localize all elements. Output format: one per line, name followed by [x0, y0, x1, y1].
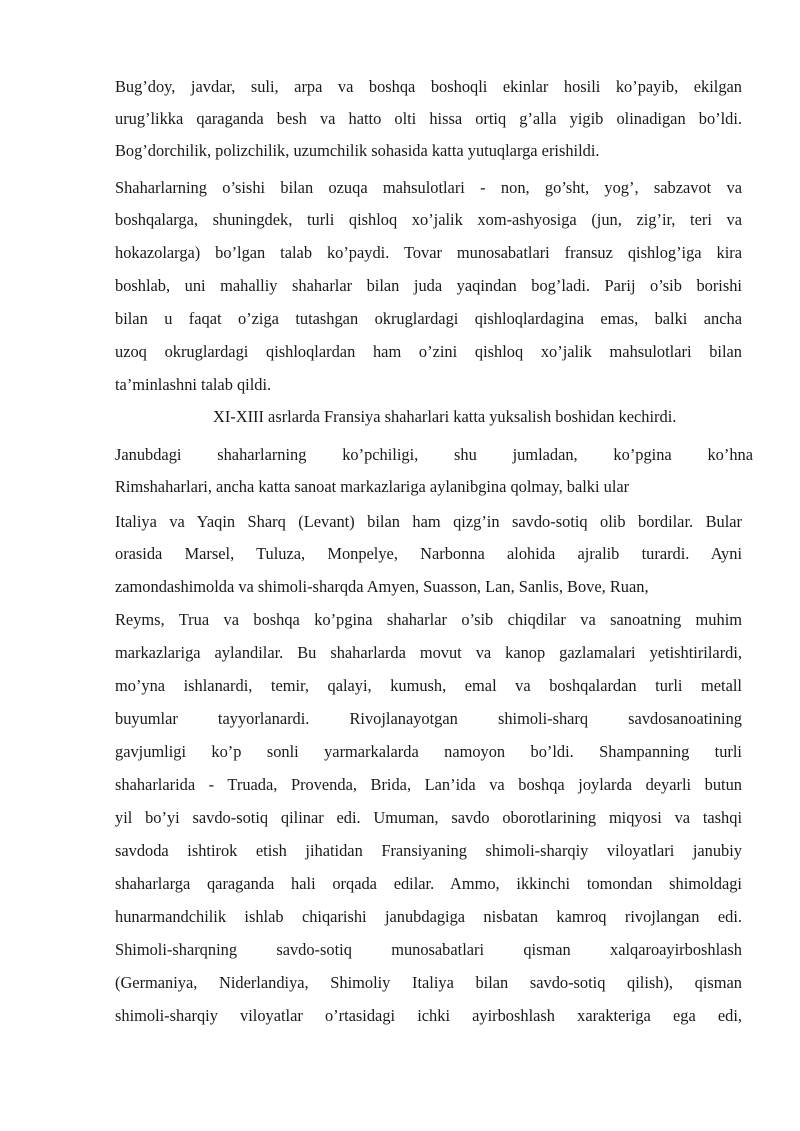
text-line: mo’yna ishlanardi, temir, qalayi, kumush, emal va boshqalardan turli metall	[115, 676, 742, 695]
text-line: (Germaniya, Niderlandiya, Shimoliy Italiya bilan savdo-sotiq qilish), qisman	[115, 973, 742, 992]
text-line: markazlariga aylandilar. Bu shaharlarda movut va kanop gazlamalari yetishtirilardi,	[115, 643, 742, 662]
text-line: uzoq okruglardagi qishloqlardan ham o’zini qishloq xo’jalik mahsulotlari bilan	[115, 342, 742, 361]
text-line: Bug’doy, javdar, suli, arpa va boshqa boshoqli ekinlar hosili ko’payib, ekilgan	[115, 77, 742, 96]
text-line: boshlab, uni mahalliy shaharlar bilan juda yaqindan bog’ladi. Parij o’sib borishi	[115, 276, 742, 295]
text-line: bilan u faqat o’ziga tutashgan okruglardagi qishloqlardagina emas, balki ancha	[115, 309, 742, 328]
text-line: shaharlarga qaraganda hali orqada edilar. Ammo, ikkinchi tomondan shimoldagi	[115, 874, 742, 893]
text-line: savdoda ishtirok etish jihatidan Fransiyaning shimoli-sharqiy viloyatlari janubiy	[115, 841, 742, 860]
text-line: Bog’dorchilik, polizchilik, uzumchilik sohasida katta yutuqlarga erishildi.	[115, 141, 600, 160]
text-line: Shaharlarning o’sishi bilan ozuqa mahsulotlari - non, go’sht, yog’, sabzavot va	[115, 178, 742, 197]
text-line: boshqalarga, shuningdek, turli qishloq xo’jalik xom-ashyosiga (jun, zig’ir, teri va	[115, 210, 742, 229]
text-line: Janubdagi shaharlarning ko’pchiligi, shu jumladan, ko’pgina ko’hna	[115, 445, 753, 464]
text-line: shimoli-sharqiy viloyatlar o’rtasidagi ichki ayirboshlash xarakteriga ega edi,	[115, 1006, 742, 1025]
text-line: gavjumligi ko’p sonli yarmarkalarda namoyon bo’ldi. Shampanning turli	[115, 742, 742, 761]
text-line: ta’minlashni talab qildi.	[115, 375, 272, 394]
text-line: Rimshaharlari, ancha katta sanoat markazlariga aylanibgina qolmay, balki ular	[115, 477, 630, 496]
text-line: yil bo’yi savdo-sotiq qilinar edi. Umuman, savdo oborotlarining miqyosi va tashqi	[115, 808, 742, 827]
text-line: Shimoli-sharqning savdo-sotiq munosabatlari qisman xalqaroayirboshlash	[115, 940, 742, 959]
text-line: hunarmandchilik ishlab chiqarishi janubdagiga nisbatan kamroq rivojlangan edi.	[115, 907, 742, 926]
text-line: orasida Marsel, Tuluza, Monpelye, Narbonna alohida ajralib turardi. Ayni	[115, 544, 742, 563]
text-line-indented: XI-XIII asrlarda Fransiya shaharlari katta yuksalish boshidan kechirdi.	[213, 407, 677, 426]
text-line: Reyms, Trua va boshqa ko’pgina shaharlar o’sib chiqdilar va sanoatning muhim	[115, 610, 742, 629]
text-line: hokazolarga) bo’lgan talab ko’paydi. Tovar munosabatlari fransuz qishlog’iga kira	[115, 243, 742, 262]
text-line: zamondashimolda va shimoli-sharqda Amyen, Suasson, Lan, Sanlis, Bove, Ruan,	[115, 577, 649, 596]
text-line: shaharlarida - Truada, Provenda, Brida, Lan’ida va boshqa joylarda deyarli butun	[115, 775, 742, 794]
text-line: buyumlar tayyorlanardi. Rivojlanayotgan shimoli-sharq savdosanoatining	[115, 709, 742, 728]
text-line: urug’likka qaraganda besh va hatto olti hissa ortiq g’alla yigib olinadigan bo’ldi.	[115, 109, 742, 128]
text-line: Italiya va Yaqin Sharq (Levant) bilan ham qizg’in savdo-sotiq olib bordilar. Bular	[115, 512, 742, 531]
